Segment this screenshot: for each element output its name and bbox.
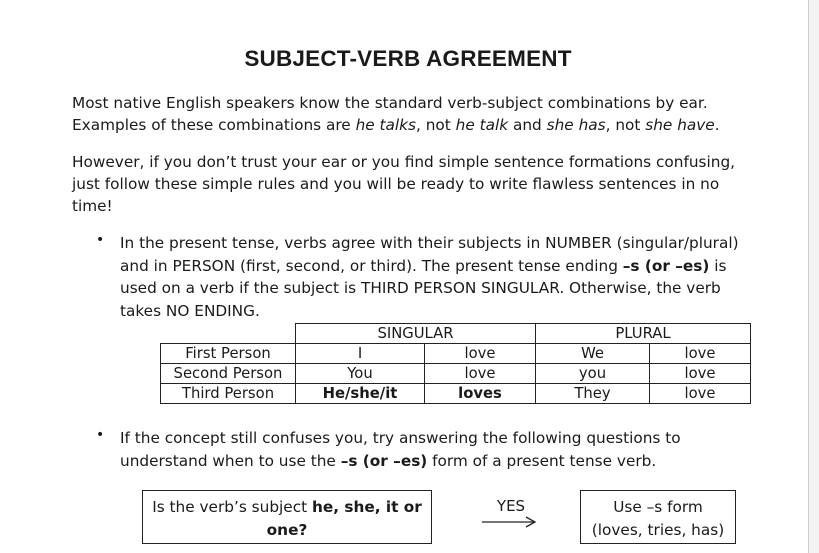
table-header-row [161, 324, 751, 344]
plural-subject-cell: you [536, 364, 650, 384]
plural-verb-cell: love [650, 384, 751, 404]
bullet2-line-1: If the concept still confuses you, try answering the following questions to [120, 429, 681, 447]
text: , not [416, 116, 456, 134]
bullet1-line-4: takes NO ENDING. [120, 301, 260, 320]
bullet1-line-1: In the present tense, verbs agree with their subjects in NUMBER (singular/plural) [120, 234, 739, 252]
text: Is the verb’s subject [152, 498, 312, 516]
plural-verb-cell: love [650, 344, 751, 364]
example-he-talks: he talks [355, 116, 417, 134]
rules-line-1: However, if you don’t trust your ear or you find simple sentence formations confusing, [72, 153, 736, 171]
person-cell: Second Person [161, 364, 296, 384]
question-box [142, 490, 432, 544]
singular-verb-cell: loves [425, 384, 536, 404]
rules-line-3: time! [72, 197, 113, 215]
singular-subject-cell: He/she/it [296, 384, 425, 404]
text: Examples of these combinations are [72, 116, 356, 134]
s-es-ending: –s (or –es) [340, 451, 428, 470]
s-es-ending: –s (or –es) [622, 256, 710, 275]
answer-line-1: Use –s form [613, 498, 703, 516]
rules-intro-paragraph [72, 151, 752, 217]
singular-verb-cell: love [425, 344, 536, 364]
example-she-have: she have [645, 116, 715, 134]
example-she-has: she has [546, 116, 606, 134]
intro-paragraph [72, 92, 752, 136]
bullet1-line-3: used on a verb if the subject is THIRD PERSON SINGULAR. Otherwise, the verb [120, 279, 721, 297]
intro-line-2 [72, 114, 752, 136]
text: and [508, 116, 547, 134]
bullet-present-tense [120, 232, 760, 322]
question-line-1 [143, 496, 431, 519]
answer-line-2: (loves, tries, has) [591, 521, 725, 539]
person-cell: Third Person [161, 384, 296, 404]
table-corner-cell [161, 324, 296, 344]
singular-subject-cell: You [296, 364, 425, 384]
plural-subject-cell: We [536, 344, 650, 364]
question-line-2 [143, 519, 431, 542]
rules-line-2: just follow these simple rules and you will be ready to write flawless sentences in no [72, 175, 720, 193]
table-row [161, 364, 751, 384]
bullet2-line-2 [120, 450, 760, 473]
text: form of a present tense verb. [427, 451, 657, 470]
singular-verb-cell: love [425, 364, 536, 384]
bullet-icon: • [96, 427, 105, 443]
answer-box [580, 490, 736, 544]
text: . [714, 116, 720, 134]
person-cell: First Person [161, 344, 296, 364]
table-row [161, 384, 751, 404]
text: and in PERSON (first, second, or third). The present tense ending [120, 256, 623, 275]
singular-subject-cell: I [296, 344, 425, 364]
yes-label: YES [496, 497, 526, 515]
text: is [709, 256, 727, 275]
page-title: SUBJECT-VERB AGREEMENT [244, 46, 572, 71]
text: understand when to use the [120, 451, 341, 470]
plural-verb-cell: love [650, 364, 751, 384]
example-he-talk: he talk [455, 116, 509, 134]
header-singular: SINGULAR [296, 324, 536, 344]
bullet-questions [120, 427, 760, 472]
pronoun-list: he, she, it or [311, 498, 422, 516]
table-row [161, 344, 751, 364]
agreement-table [160, 323, 751, 404]
plural-subject-cell: They [536, 384, 650, 404]
text: , not [605, 116, 646, 134]
bullet1-line-2 [120, 255, 760, 278]
intro-line-1: Most native English speakers know the standard verb-subject combinations by ear. [72, 94, 708, 112]
pronoun-one: one? [266, 521, 308, 539]
header-plural: PLURAL [536, 324, 751, 344]
arrow-right-icon [480, 515, 538, 529]
bullet-icon: • [96, 232, 105, 248]
page-edge [808, 0, 819, 553]
